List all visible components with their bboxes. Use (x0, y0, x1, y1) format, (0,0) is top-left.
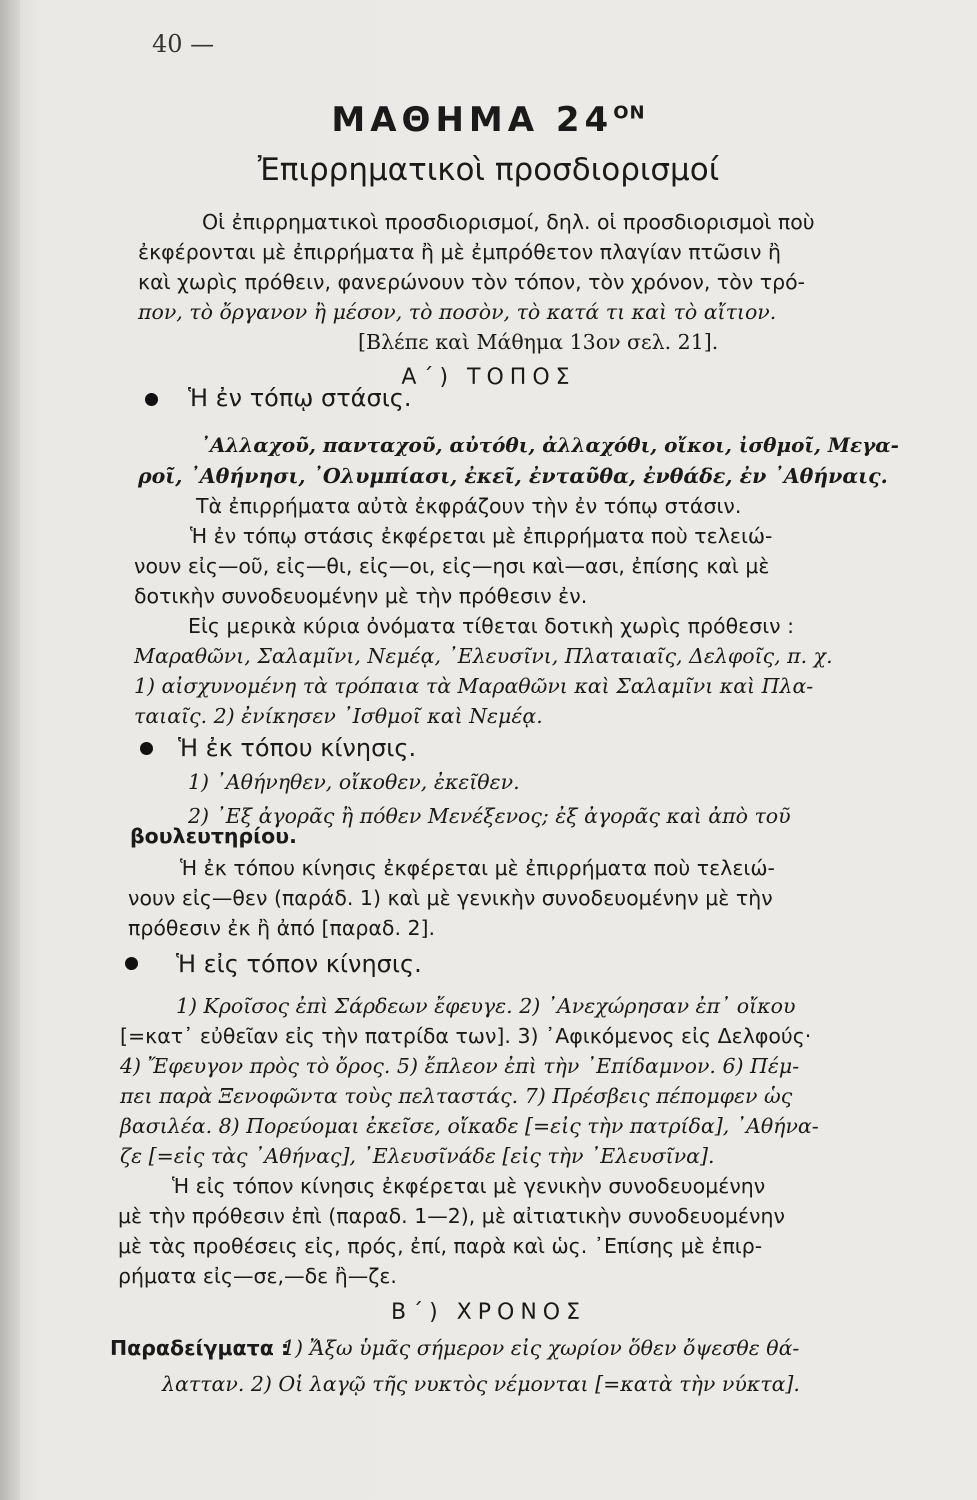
h3-line: πει παρὰ Ξενοφῶντα τοὺς πελταστάς. 7) Πρέσβεις πέπομφεν ὡς (120, 1084, 793, 1108)
h2-line: νουν εἰς—θεν (παράδ. 1) καὶ μὲ γενικὴν συνοδευομένην μὲ τὴν (128, 886, 773, 910)
h3-line: 4) Ἔφευγον πρὸς τὸ ὄρος. 5) ἔπλεον ἐπὶ τὴν ᾿Επίδαμνον. 6) Πέμ- (120, 1054, 800, 1078)
h1-line: Μαραθῶνι, Σαλαμῖνι, Νεμέᾳ, ᾿Ελευσῖνι, Πλαταιαῖς, Δελφοῖς, π. χ. (134, 644, 833, 668)
h2-line: βουλευτηρίου. (130, 824, 297, 848)
h1-line: νουν εἰς—οῦ, εἰς—θι, εἰς—οι, εἰς—ησι καὶ—ασι, ἐπίσης καὶ μὲ (134, 554, 770, 578)
h3-line: ζε [=εἰς τὰς ᾿Αθήνας], ᾿Ελευσῖνάδε [εἰς τὴν ᾿Ελευσῖνα]. (120, 1144, 715, 1168)
heading-eis-topon: Ἡ εἰς τόπον κίνησις. (176, 950, 422, 978)
page-gutter (0, 0, 20, 1500)
h3-line: μὲ τὴν πρόθεσιν ἐπὶ (παραδ. 1—2), μὲ αἰτιατικὴν συνοδευομένην (118, 1204, 785, 1228)
section-a-heading: Α΄) ΤΟΠΟΣ (401, 365, 576, 390)
intro-line: [Βλέπε καὶ Μάθημα 13ον σελ. 21]. (358, 330, 719, 354)
h1-line: δοτικὴν συνοδευομένην μὲ τὴν πρόθεσιν ἐν. (134, 584, 588, 608)
bullet-dot (125, 957, 138, 970)
h1-line: ταιαῖς. 2) ἐνίκησεν ᾿Ισθμοῖ καὶ Νεμέᾳ. (134, 704, 543, 728)
h3-line: μὲ τὰς προθέσεις εἰς, πρός, ἐπί, παρὰ καὶ ὡς. ᾿Επίσης μὲ ἐπιρ- (118, 1234, 763, 1258)
heading-stasis: Ἡ ἐν τόπῳ στάσις. (188, 384, 412, 412)
h1-line: ροῖ, ᾿Αθήνησι, ᾿Ολυμπίασι, ἐκεῖ, ἐνταῦθα, ἐνθάδε, ἐν ᾿Αθήναις. (138, 464, 888, 488)
h3-line: [=κατ᾿ εὐθεῖαν εἰς τὴν πατρίδα των]. 3) ᾿Αφικόμενος εἰς Δελφούς· (120, 1024, 812, 1048)
h2-line: πρόθεσιν ἐκ ἢ ἀπό [παραδ. 2]. (128, 916, 436, 940)
section-b-heading: Β΄) ΧΡΟΝΟΣ (391, 1300, 586, 1325)
h1-line: 1) αἰσχυνομένη τὰ τρόπαια τὰ Μαραθῶνι καὶ Σαλαμῖνι καὶ Πλα- (134, 674, 814, 698)
intro-line: καὶ χωρὶς πρόθειν, φανερώνουν τὸν τόπον, τὸν χρόνον, τὸν τρό- (138, 270, 806, 294)
examples-label: Παραδείγματα : (110, 1336, 290, 1360)
h2-line: Ἡ ἐκ τόπου κίνησις ἐκφέρεται μὲ ἐπιρρήματα ποὺ τελειώ- (180, 856, 775, 880)
intro-line: ἐκφέρονται μὲ ἐπιρρήματα ἢ μὲ ἐμπρόθετον πλαγίαν πτῶσιν ἢ (138, 240, 781, 264)
b-line: 1) Ἄξω ὑμᾶς σήμερον εἰς χωρίον ὅθεν ὄψεσθε θά- (282, 1336, 800, 1360)
page-number: 40 — (152, 30, 215, 58)
h3-line: βασιλέα. 8) Πορεύομαι ἐκεῖσε, οἴκαδε [=εἰς τὴν πατρίδα], ᾿Αθήνα- (120, 1114, 819, 1138)
h1-line: Εἰς μερικὰ κύρια ὀνόματα τίθεται δοτικὴ χωρὶς πρόθεσιν : (188, 614, 795, 638)
lesson-title-text: ΜΑΘΗΜΑ 24 (331, 100, 614, 140)
h1-line: Τὰ ἐπιρρήματα αὐτὰ ἐκφράζουν τὴν ἐν τόπῳ στάσιν. (196, 494, 742, 518)
heading-ek-topou: Ἡ ἐκ τόπου κίνησις. (178, 734, 417, 762)
lesson-subtitle: Ἐπιρρηματικοὶ προσδιορισμοί (257, 152, 720, 188)
h1-line: ᾿Αλλαχοῦ, πανταχοῦ, αὐτόθι, ἀλλαχόθι, οἴκοι, ἰσθμοῖ, Μεγα- (200, 433, 899, 457)
h1-line: Ἡ ἐν τόπῳ στάσις ἐκφέρεται μὲ ἐπιρρήματα ποὺ τελειώ- (190, 524, 773, 548)
bullet-dot (145, 393, 158, 406)
h2-line: 1) ᾿Αθήνηθεν, οἴκοθεν, ἐκεῖθεν. (188, 770, 520, 794)
h2-line: 2) ᾿Εξ ἀγορᾶς ἢ πόθεν Μενέξενος; ἐξ ἀγορᾶς καὶ ἀπὸ τοῦ (188, 804, 791, 828)
h3-line: 1) Κροῖσος ἐπὶ Σάρδεων ἔφευγε. 2) ᾿Ανεχώρησαν ἐπ᾿ οἴκου (176, 994, 796, 1018)
lesson-title (0, 100, 977, 140)
intro-line: Οἱ ἐπιρρηματικοὶ προσδιορισμοί, δηλ. οἱ προσδιορισμοὶ ποὺ (202, 210, 815, 234)
bullet-dot (140, 742, 153, 755)
b-line: λατταν. 2) Οἱ λαγῷ τῆς νυκτὸς νέμονται [=κατὰ τὴν νύκτα]. (162, 1372, 800, 1396)
intro-line: πον, τὸ ὄργανον ἢ μέσον, τὸ ποσὸν, τὸ κατά τι καὶ τὸ αἴτιον. (138, 300, 777, 324)
lesson-title-suffix: ΟΝ (613, 102, 646, 124)
h3-line: Ἡ εἰς τόπον κίνησις ἐκφέρεται μὲ γενικὴν συνοδευομένην (172, 1174, 766, 1198)
h3-line: ρήματα εἰς—σε,—δε ἢ—ζε. (118, 1264, 397, 1288)
